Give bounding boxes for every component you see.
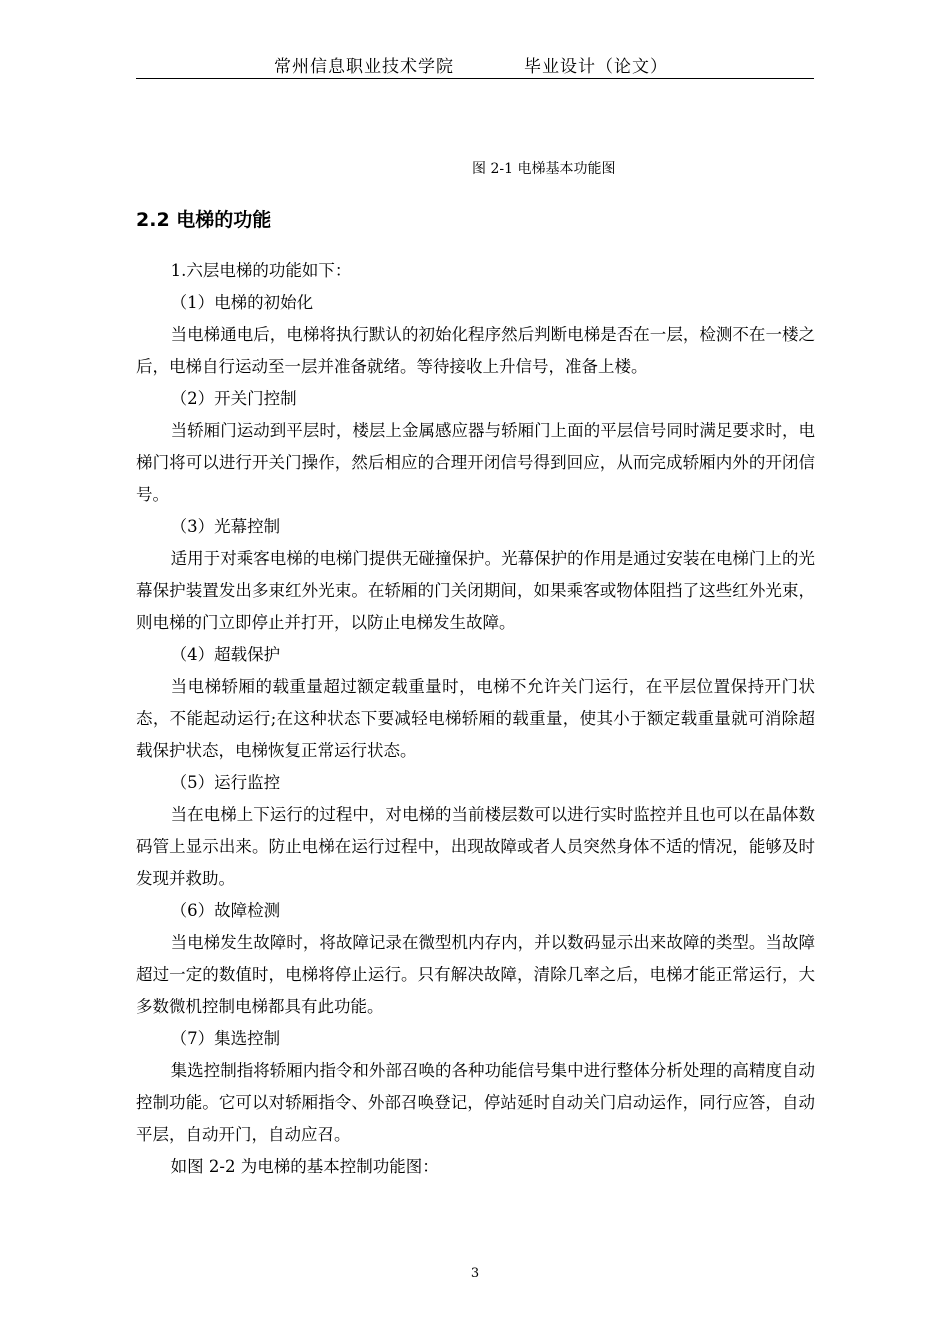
subheading-overload: （4）超载保护	[170, 645, 281, 664]
paragraph-overload: 当电梯轿厢的载重量超过额定载重量时，电梯不允许关门运行，在平层位置保持开门状态，不能起动运行;在这种状态下要减轻电梯轿厢的载重量，使其小于额定载重量就可消除超载保护状态，电梯恢复正常运行状态。	[136, 677, 815, 760]
header-school-name: 常州信息职业技术学院	[274, 57, 454, 77]
paragraph-figure-reference: 如图 2-2 为电梯的基本控制功能图：	[170, 1157, 439, 1176]
page-header	[136, 52, 814, 79]
section-body	[136, 255, 815, 1183]
subheading-door-control: （2）开关门控制	[170, 389, 297, 408]
paragraph-door-control: 当轿厢门运动到平层时，楼层上金属感应器与轿厢门上面的平层信号同时满足要求时，电梯门将可以进行开关门操作，然后相应的合理开闭信号得到回应，从而完成轿厢内外的开闭信号。	[136, 421, 815, 504]
paragraph-intro: 1.六层电梯的功能如下：	[170, 261, 352, 280]
paragraph-initialization: 当电梯通电后，电梯将执行默认的初始化程序然后判断电梯是否在一层，检测不在一楼之后，电梯自行运动至一层并准备就绪。等待接收上升信号，准备上楼。	[136, 325, 815, 376]
paragraph-fault-detection: 当电梯发生故障时，将故障记录在微型机内存内，并以数码显示出来故障的类型。当故障超过一定的数值时，电梯将停止运行。只有解决故障，清除几率之后，电梯才能正常运行，大多数微机控制电梯都具有此功能。	[136, 933, 815, 1016]
paragraph-collective-control: 集选控制指将轿厢内指令和外部召唤的各种功能信号集中进行整体分析处理的高精度自动控制功能。它可以对轿厢指令、外部召唤登记，停站延时自动关门启动运作，同行应答，自动平层，自动开门，自动应召。	[136, 1061, 815, 1144]
subheading-fault-detection: （6）故障检测	[170, 901, 281, 920]
page-number: 3	[470, 1266, 480, 1281]
subheading-initialization: （1）电梯的初始化	[170, 293, 314, 312]
paragraph-monitoring: 当在电梯上下运行的过程中，对电梯的当前楼层数可以进行实时监控并且也可以在晶体数码管上显示出来。防止电梯在运行过程中，出现故障或者人员突然身体不适的情况，能够及时发现并救助。	[136, 805, 815, 888]
subheading-collective-control: （7）集选控制	[170, 1029, 281, 1048]
section-title: 2.2 电梯的功能	[136, 209, 272, 231]
paragraph-light-curtain: 适用于对乘客电梯的电梯门提供无碰撞保护。光幕保护的作用是通过安装在电梯门上的光幕保护装置发出多束红外光束。在轿厢的门关闭期间，如果乘客或物体阻挡了这些红外光束，则电梯的门立即停止并打开，以防止电梯发生故障。	[136, 549, 815, 632]
subheading-monitoring: （5）运行监控	[170, 773, 281, 792]
subheading-light-curtain: （3）光幕控制	[170, 517, 281, 536]
figure-caption: 图 2-1 电梯基本功能图	[472, 161, 616, 177]
header-document-type: 毕业设计（论文）	[524, 57, 668, 77]
